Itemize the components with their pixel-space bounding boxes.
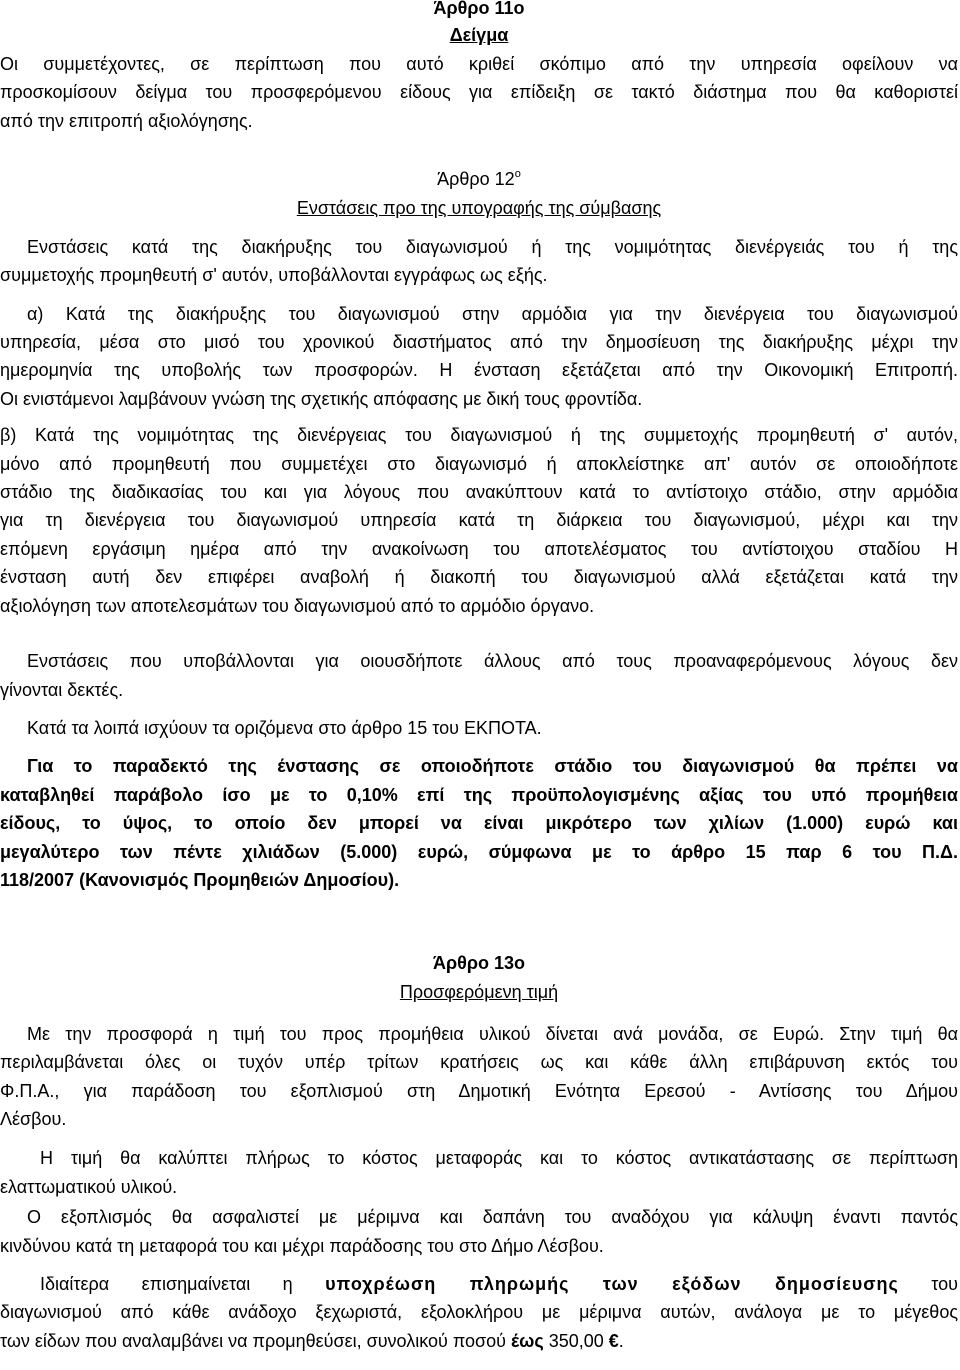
- article-12-intro: [0, 233, 958, 290]
- article-12-subtitle: Ενστάσεις προ της υπογραφής της σύμβασης: [296, 198, 662, 219]
- article-12-para-a: [0, 300, 958, 414]
- para-a-line-1: α) Κατά της διακήρυξης του διαγωνισμού στην αρμόδια για την διενέργεια του διαγωνισμού: [27, 303, 958, 324]
- article-11-line-2: προσκομίσουν δείγμα του προσφερόμενου είδους για επίδειξη σε τακτό διάστημα που θα καθοριστεί: [0, 82, 958, 103]
- intro-line-1: Ενστάσεις κατά της διακήρυξης του διαγωνισμού ή της νομιμότητας διενέργειάς του ή της: [27, 236, 958, 257]
- article-12-title: [0, 165, 958, 193]
- para-a-line-4: Οι ενιστάμενοι λαμβάνουν γνώση της σχετικής απόφασης με δική τους φροντίδα.: [0, 388, 643, 409]
- article-11-subtitle: Δείγμα: [449, 25, 509, 46]
- article-11-line-1: Οι συμμετέχοντες, σε περίπτωση που αυτό κριθεί σκόπιμο από την υπηρεσία οφείλουν να: [0, 53, 958, 74]
- para-a-line-3: ημερομηνία της υποβολής των προσφορών. Η ένσταση εξετάζεται από την Οικονομική Επιτροπή.: [0, 360, 958, 381]
- para-rest-line: Κατά τα λοιπά ισχύουν τα οριζόμενα στο άρθρο 15 του ΕΚΠΟΤΑ.: [27, 717, 542, 738]
- art13-para2-line-2: ελαττωματικού υλικού.: [0, 1176, 178, 1197]
- para4-text-3a: των είδων που αναλαμβάνει να προμηθεύσει, συνολικού ποσού: [0, 1330, 511, 1351]
- article-12-title-text: Άρθρο 12: [437, 169, 515, 189]
- para-b-line-4: για τη διενέργεια του διαγωνισμού υπηρεσία κατά τη διάρκεια του διαγωνισμού, μέχρι και την: [0, 510, 958, 531]
- article-11-title: Άρθρο 11ο: [433, 0, 525, 18]
- article-11: [0, 0, 958, 135]
- article-12-para-other: [0, 647, 958, 704]
- art13-para1-line-1: Με την προσφορά η τιμή του προς προμήθεια υλικού δίνεται ανά μονάδα, σε Ευρώ. Στην τιμή θα: [27, 1023, 958, 1044]
- intro-line-2: συμμετοχής προμηθευτή σ' αυτόν, υποβάλλονται εγγράφως ως εξής.: [0, 265, 548, 286]
- art13-para1-line-3: Φ.Π.Α., για παράδοση του εξοπλισμού στη Δημοτική Ενότητα Ερεσού - Αντίσσης του Δήμου: [0, 1080, 958, 1101]
- para-b-line-7: αξιολόγηση των αποτελεσμάτων του διαγωνισμού από το αρμόδιο όργανο.: [0, 595, 595, 616]
- para-b-line-6: ένσταση αυτή δεν επιφέρει αναβολή ή διακοπή του διαγωνισμού αλλά εξετάζεται κατά την: [0, 567, 958, 588]
- art13-para4-line-1: [0, 1270, 958, 1298]
- art13-para1-line-4: Λέσβου.: [0, 1109, 67, 1130]
- art13-para4-line-2: διαγωνισμού από κάθε ανάδοχο ξεχωριστά, εξολοκλήρου με μέριμνα αυτών, ανάλογα με το μέγεθος: [0, 1302, 958, 1323]
- article-12-para-fee: [0, 752, 958, 894]
- art13-para1-line-2: περιλαμβάνεται όλες οι τυχόν υπέρ τρίτων κρατήσεις ως και κάθε άλλη επιβάρυνση εκτός του: [0, 1052, 958, 1073]
- para4-text-3c: 350,00: [543, 1330, 609, 1351]
- article-13-para-1: [0, 1020, 958, 1134]
- article-13-para-4: [0, 1270, 958, 1355]
- para4-text-1c: του: [898, 1274, 959, 1295]
- para4-text-1a: Ιδιαίτερα επισημαίνεται η: [40, 1274, 326, 1295]
- para-b-line-2: μόνο από προμηθευτή που συμμετέχει στο διαγωνισμό ή αποκλείστηκε απ' αυτόν σε οποιοδήποτε: [0, 453, 958, 474]
- para4-text-3b-emphasis: έως: [511, 1330, 544, 1351]
- article-12-para-b: [0, 421, 958, 620]
- para-b-line-3: στάδιο της διαδικασίας του και για λόγους που ανακύπτουν κατά το αντίστοιχο στάδιο, στην αρμόδια: [0, 482, 958, 503]
- para-fee-line-2: καταβληθεί παράβολο ίσο με το 0,10% επί της προϋπολογισμένης αξίας του υπό προμήθεια: [0, 784, 958, 805]
- article-12: [0, 165, 958, 894]
- euro-sign: €: [608, 1330, 619, 1351]
- para-other-line-2: γίνονται δεκτές.: [0, 679, 124, 700]
- para-b-line-1: β) Κατά της νομιμότητας της διενέργειας του διαγωνισμού ή της συμμετοχής προμηθευτή σ' αυτόν,: [0, 425, 958, 446]
- para4-text-3e: .: [618, 1330, 624, 1351]
- para-fee-line-5: 118/2007 (Κανονισμός Προμηθειών Δημοσίου).: [0, 869, 400, 890]
- article-12-title-sup: ο: [514, 168, 521, 180]
- para-fee-line-3: είδους, το ύψος, το οποίο δεν μπορεί να είναι μικρότερο των χιλίων (1.000) ευρώ και: [0, 813, 958, 834]
- para4-text-1b-emphasis: υποχρέωση πληρωμής των εξόδων δημοσίευσης: [325, 1274, 899, 1295]
- article-11-line-3: από την επιτροπή αξιολόγησης.: [0, 110, 253, 131]
- para-b-line-5: επόμενη εργάσιμη ημέρα από την ανακοίνωση του αποτελέσματος του αντίστοιχου σταδίου Η: [0, 538, 958, 559]
- para-a-line-2: υπηρεσία, μέσα στο μισό του χρονικού διαστήματος από την δημοσίευση της διακήρυξης μέχρι την: [0, 332, 958, 353]
- article-12-para-rest: [0, 714, 958, 742]
- article-13-para-3: [0, 1203, 958, 1260]
- article-13: [0, 949, 958, 1355]
- article-13-title: Άρθρο 13ο: [432, 953, 525, 973]
- art13-para3-line-1: Ο εξοπλισμός θα ασφαλιστεί με μέριμνα και δαπάνη του αναδόχου για κάλυψη έναντι παντός: [27, 1207, 958, 1228]
- art13-para2-line-1: Η τιμή θα καλύπτει πλήρως το κόστος μεταφοράς και το κόστος αντικατάστασης σε περίπτωση: [40, 1148, 958, 1169]
- para-fee-line-1: Για το παραδεκτό της ένστασης σε οποιοδήποτε στάδιο του διαγωνισμού θα πρέπει να: [27, 756, 958, 777]
- article-13-subtitle: Προσφερόμενη τιμή: [399, 982, 559, 1003]
- para-other-line-1: Ενστάσεις που υποβάλλονται για οιουσδήποτε άλλους από τους προαναφερόμενους λόγους δεν: [27, 651, 958, 672]
- para-fee-line-4: μεγαλύτερο των πέντε χιλιάδων (5.000) ευρώ, σύμφωνα με το άρθρο 15 παρ 6 του Π.Δ.: [0, 841, 958, 862]
- article-13-para-2: [0, 1144, 958, 1201]
- art13-para3-line-2: κινδύνου κατά τη μεταφορά του και μέχρι παράδοσης του στο Δήμο Λέσβου.: [0, 1235, 604, 1256]
- art13-para4-line-3: [0, 1327, 958, 1355]
